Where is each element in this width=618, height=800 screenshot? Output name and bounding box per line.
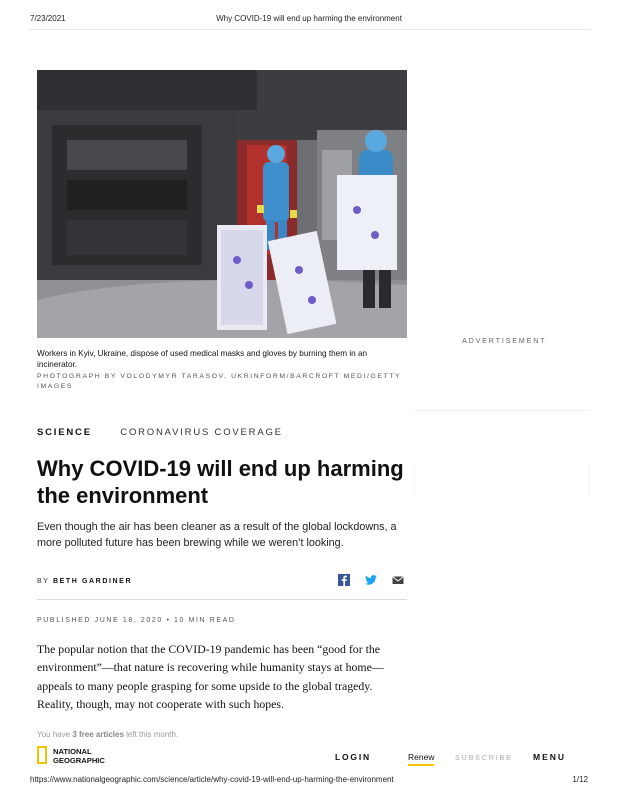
facebook-icon[interactable] bbox=[337, 573, 351, 587]
section-link[interactable]: SCIENCE bbox=[37, 427, 92, 438]
topic-link[interactable]: CORONAVIRUS COVERAGE bbox=[120, 427, 283, 438]
byline bbox=[37, 578, 132, 585]
logo-line-1: NATIONAL bbox=[53, 747, 92, 756]
yellow-border-icon bbox=[37, 746, 47, 764]
logo-text bbox=[53, 748, 133, 765]
twitter-icon[interactable] bbox=[364, 573, 378, 587]
print-title: Why COVID-19 will end up harming the environment bbox=[216, 14, 402, 23]
paywall-prefix: You have bbox=[37, 730, 71, 739]
published-date: PUBLISHED JUNE 18, 2020 • 10 MIN READ bbox=[37, 617, 236, 624]
advertisement-label: ADVERTISEMENT bbox=[462, 336, 547, 345]
lead-photo-illustration bbox=[37, 70, 407, 338]
byline-divider bbox=[37, 599, 407, 600]
photo-caption: Workers in Kyiv, Ukraine, dispose of used medical masks and gloves by burning them in an incinerator. bbox=[37, 349, 368, 369]
article-kicker bbox=[37, 427, 283, 438]
header-rule bbox=[30, 29, 590, 30]
menu-button[interactable]: MENU bbox=[533, 752, 567, 762]
lead-photo bbox=[37, 70, 407, 338]
renew-link[interactable]: Renew bbox=[408, 752, 434, 766]
paywall-message bbox=[37, 730, 178, 739]
paywall-count: 3 free articles bbox=[72, 730, 124, 739]
print-date: 7/23/2021 bbox=[30, 14, 66, 23]
subscribe-link[interactable]: SUBSCRIBE bbox=[455, 753, 513, 762]
paywall-suffix: left this month. bbox=[126, 730, 179, 739]
article-dek: Even though the air has been cleaner as a result of the global lockdowns, a more polluted future has been brewing while we weren’t looking. bbox=[37, 521, 397, 549]
article-body-paragraph: The popular notion that the COVID-19 pandemic has been “good for the environment”—that nature is recovering while humanity stays at home—appeals to many people grasping for some upside to the global tragedy. Reality, though, may not cooperate with such hopes. bbox=[37, 642, 384, 711]
ad-frame-right bbox=[589, 463, 590, 497]
print-page-number: 1/12 bbox=[572, 775, 588, 784]
author-link[interactable]: BETH GARDINER bbox=[52, 578, 133, 585]
photo-credit: PHOTOGRAPH BY VOLODYMYR TARASOV, UKRINFORM/BARCROFT MEDI/GETTY IMAGES bbox=[37, 373, 402, 390]
print-url: https://www.nationalgeographic.com/science/article/why-covid-19-will-end-up-harming-the-environment bbox=[30, 775, 394, 784]
article-headline: Why COVID-19 will end up harming the environment bbox=[37, 456, 404, 508]
print-header bbox=[0, 0, 618, 30]
byline-prefix: BY bbox=[37, 578, 50, 585]
logo-line-2: GEOGRAPHIC bbox=[53, 755, 105, 765]
email-icon[interactable] bbox=[391, 573, 405, 587]
ad-frame-rule bbox=[414, 410, 590, 411]
login-link[interactable]: LOGIN bbox=[335, 752, 371, 762]
